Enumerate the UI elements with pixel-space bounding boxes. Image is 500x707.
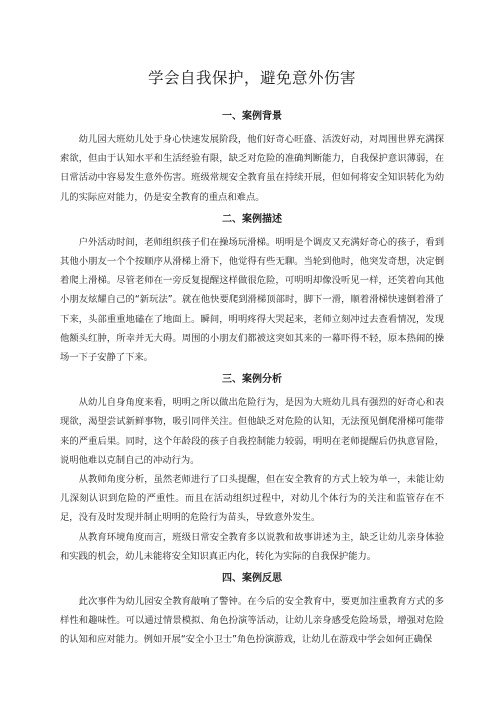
- paragraph: 幼儿园大班幼儿处于身心快速发展阶段，他们好奇心旺盛、活泼好动，对周围世界充满探索欲，但由于认知水平和生活经验有限，缺乏对危险的准确判断能力，自我保护意识薄弱，在日常活动中容易发生意外伤害。班级常规安全教育虽在持续开展，但如何将安全知识转化为幼儿的实际应对能力，仍是安全教育的重点和难点。: [60, 134, 444, 203]
- paragraph: 从教师角度分析，虽然老师进行了口头提醒，但在安全教育的方式上较为单一，未能让幼儿深刻认识到危险的严重性。而且在活动组织过程中，对幼儿个体行为的关注和监管存在不足，没有及时发现并制止明明的危险行为苗头，导致意外发生。: [60, 474, 444, 524]
- paragraph: 此次事件为幼儿园安全教育敲响了警钟。在今后的安全教育中，要更加注重教育方式的多样性和趣味性。可以通过情景模拟、角色扮演等活动，让幼儿亲身感受危险场景，增强对危险的认知和应对能力。例如开展“安全小卫士”角色扮演游戏，让幼儿在游戏中学会如何正确保: [60, 596, 444, 646]
- section-heading: 一、案例背景: [222, 111, 282, 122]
- section-reflection: [60, 572, 444, 650]
- section-heading: 四、案例反思: [222, 573, 282, 585]
- section-background: [60, 110, 444, 207]
- paragraph: 从教育环境角度而言，班级日常安全教育多以说教和故事讲述为主，缺乏让幼儿亲身体验和实践的机会，幼儿未能将安全知识真正内化，转化为实际的自我保护能力。: [60, 531, 444, 562]
- section-description: [60, 213, 444, 367]
- section-analysis: [60, 373, 444, 566]
- paragraph: 从幼儿自身角度来看，明明之所以做出危险行为，是因为大班幼儿具有强烈的好奇心和表现欲，渴望尝试新鲜事物，吸引同伴关注。但他缺乏对危险的认知，无法预见倒爬滑梯可能带来的严重后果。同时，这个年龄段的孩子自我控制能力较弱，明明在老师提醒后仍执意冒险，说明他难以克制自己的冲动行为。: [60, 397, 444, 466]
- section-heading: 三、案例分析: [222, 374, 282, 386]
- section-heading: 二、案例描述: [222, 213, 282, 225]
- paragraph: 户外活动时间，老师组织孩子们在操场玩滑梯。明明是个调皮又充满好奇心的孩子，看到其他小朋友一个个按顺序从滑梯上滑下，他觉得有些无聊。当轮到他时，他突发奇想，决定倒着爬上滑梯。尽管老师在一旁反复提醒这样做很危险，可明明却像没听见一样，还笑着向其他小朋友炫耀自己的“新玩法”。就在他快要爬到滑梯顶部时，脚下一滑，顺着滑梯快速倒着滑了下来，头部重重地磕在了地面上。瞬间，明明疼得大哭起来，老师立刻冲过去查看情况，发现他额头红肿，所幸并无大碍。周围的小朋友们都被这突如其来的一幕吓得不轻，原本热闹的操场一下子安静了下来。: [60, 236, 444, 364]
- document-title: 学会自我保护，避免意外伤害: [147, 69, 356, 87]
